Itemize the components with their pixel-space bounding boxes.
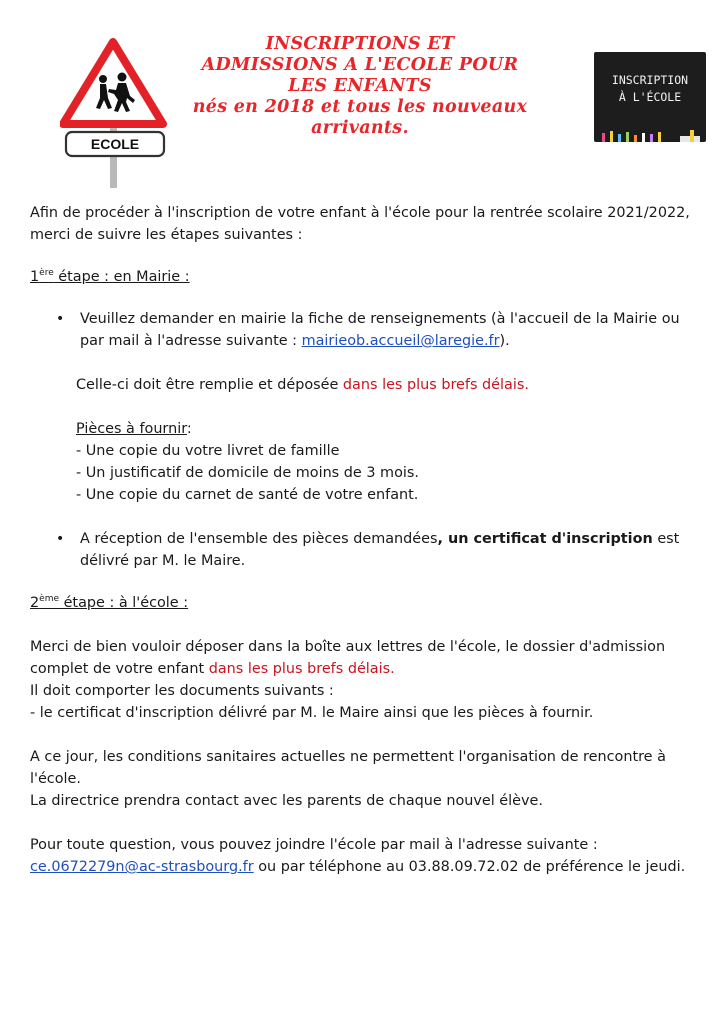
- school-crossing-sign-icon: [60, 36, 170, 188]
- document-body: [30, 202, 690, 878]
- step1-number: 1: [30, 269, 40, 285]
- step2-text: Merci de bien vouloir déposer dans la boîte aux lettres de l'école, le dossier d'admission complet de votre enfant: [30, 639, 666, 677]
- list-item: [30, 528, 690, 572]
- chalkboard-line: INSCRIPTION: [611, 73, 689, 87]
- step2-line: Il doit comporter les documents suivants :: [30, 683, 334, 699]
- contact-end: ou par téléphone au 03.88.09.72.02 de préférence le jeudi.: [253, 859, 686, 875]
- sign-label: ECOLE: [90, 136, 140, 152]
- intro-paragraph: Afin de procéder à l'inscription de votre enfant à l'école pour la rentrée scolaire 2021/2022, merci de suivre les étapes suivantes :: [30, 205, 690, 243]
- fill-paragraph: [30, 374, 690, 396]
- contact-text: Pour toute question, vous pouvez joindre l'école par mail à l'adresse suivante :: [30, 837, 598, 853]
- fill-text: Celle-ci doit être remplie et déposée: [76, 377, 343, 393]
- pieces-heading: [30, 418, 690, 440]
- piece-item: - Une copie du votre livret de famille: [76, 443, 340, 459]
- step1-heading: [30, 266, 690, 288]
- bullet2-end: est délivré par M. le Maire.: [80, 531, 680, 569]
- piece-item: - Un justificatif de domicile de moins de 3 mois.: [76, 465, 419, 481]
- step1-list-2: [30, 528, 690, 572]
- sanitary-paragraph: A ce jour, les conditions sanitaires actuelles ne permettent l'organisation de rencontre à l'école.: [30, 749, 666, 787]
- director-paragraph: La directrice prendra contact avec les parents de chaque nouvel élève.: [30, 793, 543, 809]
- pieces-title: Pièces à fournir: [76, 421, 187, 437]
- title-line: ADMISSIONS A L'ECOLE POUR: [201, 55, 519, 75]
- chalkboard-image: [594, 52, 706, 142]
- step2-paragraph: [30, 636, 690, 680]
- title-line: LES ENFANTS: [288, 76, 432, 96]
- bullet2-text: A réception de l'ensemble des pièces demandées: [80, 531, 438, 547]
- step2-heading: [30, 592, 690, 614]
- fill-deadline-text: dans les plus brefs délais.: [342, 377, 529, 393]
- piece-item: - Une copie du carnet de santé de votre enfant.: [76, 487, 419, 503]
- step1-heading-text: étape : en Mairie :: [53, 269, 190, 285]
- bullet2-bold: , un certificat d'inscription: [437, 531, 653, 547]
- bullet1-end: ).: [499, 333, 510, 349]
- school-email-link[interactable]: ce.0672279n@ac-strasbourg.fr: [30, 859, 254, 875]
- list-item: [30, 308, 690, 352]
- chalk-sticks-icon: [594, 126, 706, 142]
- title-line: INSCRIPTIONS ET: [265, 34, 455, 54]
- step2-superscript: ème: [39, 594, 59, 605]
- chalkboard-line: À L'ÉCOLE: [618, 90, 682, 104]
- mairie-email-link[interactable]: mairieob.accueil@laregie.fr: [301, 333, 500, 349]
- step2-deadline-text: dans les plus brefs délais.: [208, 661, 395, 677]
- step2-heading-text: étape : à l'école :: [59, 595, 189, 611]
- title-line: nés en 2018 et tous les nouveaux: [192, 97, 528, 117]
- step1-list: [30, 308, 690, 352]
- step2-number: 2: [30, 595, 40, 611]
- bullet1-text: Veuillez demander en mairie la fiche de renseignements (à l'accueil de la Mairie ou par mail à l'adresse suivante :: [80, 311, 680, 349]
- step2-line: - le certificat d'inscription délivré par M. le Maire ainsi que les pièces à fournir.: [30, 705, 594, 721]
- contact-paragraph: [30, 834, 690, 878]
- step1-superscript: ère: [39, 268, 54, 279]
- title-line: arrivants.: [311, 118, 409, 138]
- pieces-colon: :: [186, 421, 192, 437]
- page-title: [160, 34, 560, 139]
